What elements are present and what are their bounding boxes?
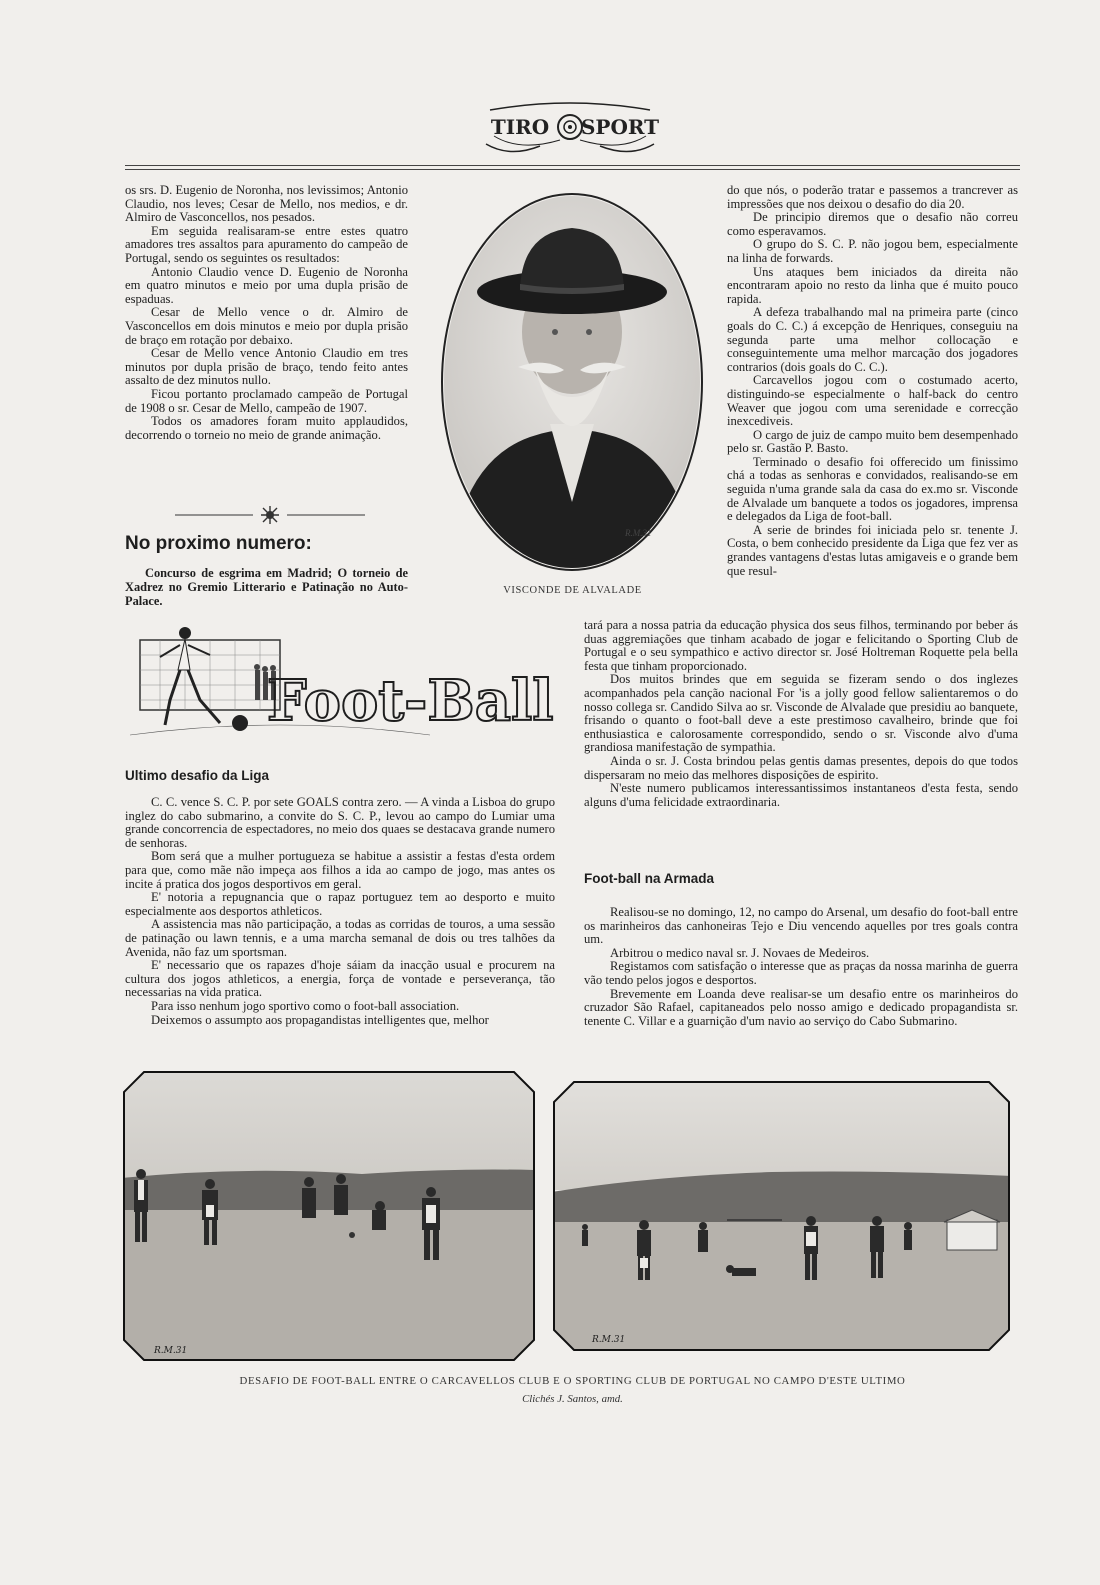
football-paragraph: Bom será que a mulher portugueza se habitue a assistir a festas d'esta ordem para que, como mãe não impeça aos filhos a ida ao campo de jogo, mas antes os incite á pratica dos jogos desportivos em geral. <box>125 849 555 891</box>
armada-paragraph: Arbitrou o medico naval sr. J. Novaes de Medeiros. <box>610 945 870 960</box>
right-paragraph: Terminado o desafio foi offerecido um finissimo chá a todas as senhoras e convidados, realisando-se em seguida n'uma grande sala da casa do ex.mo sr. Visconde de Alvalade um banquete a todos os jogadores, imprensa e delegados da Liga de foot-ball. <box>727 454 1018 524</box>
football-paragraph: E' necessario que os rapazes d'hoje sáiam da inacção usual e procurem na cultura dos jogos athleticos, a energia, força de vontade e perseverança, tão necessarias na vida pratica. <box>125 958 555 1000</box>
left-paragraph: Todos os amadores foram muito applaudidos, decorrendo o torneio no meio de grande animação. <box>125 414 408 442</box>
armada-heading: Foot-ball na Armada <box>584 871 715 886</box>
masthead-rule-bottom <box>125 169 1020 170</box>
right-paragraph: do que nós, o poderão tratar e passemos a trancrever as impressões que nos deixou o desafio do dia 20. <box>727 183 1018 211</box>
middle-paragraph: N'este numero publicamos interessantissimos instantaneos d'esta festa, sendo alguns d'uma felicidade extraordinaria. <box>584 781 1018 809</box>
left-paragraph: Em seguida realisaram-se entre estes quatro amadores tres assaltos para apuramento do campeão de Portugal, sendo os seguintes os resultados: <box>125 223 408 265</box>
portrait-oval <box>440 192 704 572</box>
football-banner <box>130 625 555 750</box>
match-photo-left <box>122 1070 536 1362</box>
left-column <box>125 184 408 442</box>
left-paragraph: Cesar de Mello vence o dr. Almiro de Vasconcellos em dois minutos e meio por dupla prisão de braço em rotação por debaixo. <box>125 305 408 347</box>
section-ornament <box>175 506 365 524</box>
middle-paragraph: tará para a nossa patria da educação physica dos seus filhos, terminando por beber ás duas aggremiações que tinham acabado de jogar e felicitando o Sporting Club de Portugal e o seu sympathico e activo director sr. José Holtreman Roquette pela bella festa que tinham proporcionado. <box>584 618 1018 673</box>
right-paragraph: A serie de brindes foi iniciada pelo sr. tenente J. Costa, o bem conhecido presidente da Liga que fez ver as grandes vantagens d'estas lutas amigaveis e o grande bem que resul- <box>727 522 1018 578</box>
league-heading: Ultimo desafio da Liga <box>125 768 270 783</box>
match-photo-right <box>552 1080 1011 1352</box>
armada-paragraph: Brevemente em Loanda deve realisar-se um desafio entre os marinheiros do cruzador São Rafael, capitaneados pelo nosso amigo e dedicado propagandista sr. tenente C. Villar e a guarnição d'um navio ao serviço do Cabo Submarino. <box>584 986 1018 1028</box>
next-issue-heading: No proximo numero: <box>125 533 312 554</box>
football-column <box>125 796 555 1027</box>
next-issue-text: Concurso de esgrima em Madrid; O torneio de Xadrez no Gremio Litterario e Patinação no Auto-Palace. <box>125 566 408 608</box>
photo-signature-left: R.M.31 <box>154 1346 188 1356</box>
right-column <box>727 184 1018 578</box>
portrait-caption: VISCONDE DE ALVALADE <box>503 585 642 596</box>
right-paragraph: O grupo do S. C. P. não jogou bem, especialmente na linha de forwards. <box>727 237 1018 265</box>
left-paragraph: Ficou portanto proclamado campeão de Portugal de 1908 o sr. Cesar de Mello, campeão de 1907. <box>125 386 408 415</box>
armada-paragraph: Realisou-se no domingo, 12, no campo do Arsenal, um desafio do foot-ball entre os marinheiros das canhoneiras Tejo e Diu vencendo aquelles por tres goals contra um. <box>584 905 1018 947</box>
football-banner-text: Foot-Ball. <box>266 668 555 734</box>
photos-credit: Clichés J. Santos, amd. <box>522 1393 623 1405</box>
masthead-rule-top <box>125 165 1020 166</box>
football-paragraph: Para isso nenhum jogo sportivo como o foot-ball association. <box>151 998 460 1013</box>
right-paragraph: Carcavellos jogou com o costumado acerto, distinguindo-se especialmente o half-back do centro Weaver que jogou com uma serenidade e correcção inexcediveis. <box>727 373 1018 429</box>
right-paragraph: De principio diremos que o desafio não correu como esperavamos. <box>727 210 1018 238</box>
football-paragraph: E' notoria a repugnancia que o rapaz portuguez tem ao desporto e muito especialmente aos desportos athleticos. <box>125 890 555 918</box>
middle-paragraph: Ainda o sr. J. Costa brindou pelas gentis damas presentes, depois do que todos dispersaram no meio das melhores disposições de espirito. <box>584 753 1018 782</box>
football-paragraph: Deixemos o assumpto aos propagandistas intelligentes que, melhor <box>151 1012 489 1027</box>
football-paragraph: A assistencia mas não participação, a todas as corridas de touros, a uma sessão de patinação ou lawn tennis, e a uma marcha semanal de dois ou tres talhões da Avenida, não faz um sportsman. <box>125 917 555 959</box>
photos-caption: DESAFIO DE FOOT-BALL ENTRE O CARCAVELLOS CLUB E O SPORTING CLUB DE PORTUGAL NO CAMPO D'ESTE ULTIMO <box>239 1375 906 1387</box>
svg-text:TIRO: TIRO <box>490 115 550 139</box>
left-paragraph: Antonio Claudio vence D. Eugenio de Noronha em quatro minutos e meio por uma dupla prisão de espaduas. <box>125 264 408 306</box>
left-paragraph: Cesar de Mello vence Antonio Claudio em tres minutos por dupla prisão de braço, tendo feito antes assalto de dez minutos nullo. <box>125 346 408 388</box>
armada-column <box>584 906 1018 1028</box>
svg-text:SPORT: SPORT <box>580 115 660 139</box>
masthead-logo <box>480 100 660 158</box>
left-paragraph: os srs. D. Eugenio de Noronha, nos levissimos; Antonio Claudio, nos leves; Cesar de Mello, nos medios, e dr. Almiro de Vasconcellos, nos pesados. <box>125 183 408 225</box>
right-paragraph: O cargo de juiz de campo muito bem desempenhado pelo sr. Gastão P. Basto. <box>727 427 1018 456</box>
football-paragraph: C. C. vence S. C. P. por sete GOALS contra zero. — A vinda a Lisboa do grupo inglez do cabo submarino, a convite do S. C. P., levou ao campo do Lumiar uma grande concorrencia de espectadores, no meio dos quaes se destacava grande numero de senhoras. <box>125 795 555 850</box>
portrait-signature: R.M.31 <box>625 528 652 538</box>
armada-paragraph: Registamos com satisfação o interesse que as praças da nossa marinha de guerra vão tendo pelos jogos e desportos. <box>584 959 1018 987</box>
right-paragraph: A defeza trabalhando mal na primeira parte (cinco goals do C. C.) á excepção de Henriques, conseguiu na segunda parte uma melhor collocação e conseguintemente uma melhor marcação dos jogadores contrarios (dois goals do C. C.). <box>727 305 1018 374</box>
photo-signature-right: R.M.31 <box>592 1335 626 1345</box>
middle-right-column <box>584 619 1018 809</box>
middle-paragraph: Dos muitos brindes que em seguida se fizeram sendo o dos inglezes acompanhados pela canção nacional For 'is a jolly good fellow salientaremos o do nosso collega sr. Candido Silva ao sr. Visconde de Alvalade que presidiu ao banquete, frisando o quanto o foot-ball deve a este prestimoso cavalheiro, brinde que foi enthusiastica e calorosamente correspondido, sendo o sr. Visconde alvo d'uma grandiosa manifestação de sympathia. <box>584 672 1018 755</box>
right-paragraph: Uns ataques bem iniciados da direita não encontraram apoio no resto da linha que é muito pouco rapida. <box>727 264 1018 306</box>
